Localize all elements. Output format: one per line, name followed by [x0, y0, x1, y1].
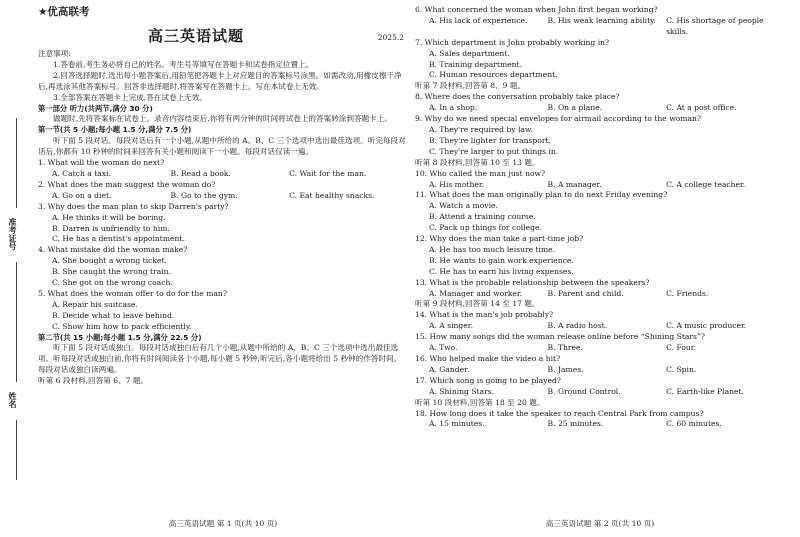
answer-option: B. James. [547, 364, 584, 374]
page-footer: 高三英语试题 第 1 页(共 10 页) [168, 519, 278, 529]
question-stem: 听第 8 段材料,回答第 10 至 13 题。 [415, 157, 540, 167]
answer-option: A. Sales department. [429, 48, 510, 58]
answer-options [38, 191, 408, 202]
answer-options [415, 180, 785, 191]
answer-option: B. Darren is unfriendly to him. [52, 223, 170, 233]
answer-option: C. Wait for the man. [289, 168, 367, 178]
answer-option: C. At a post office. [666, 103, 737, 113]
material-instruction: 听第 6 段材料,回答第 6、7 题。 [38, 376, 149, 386]
answer-option: C. A college teacher. [666, 179, 746, 189]
section1-intro: 听下面 5 段对话。每段对话后有一个小题,从题中所给的 A、B、C 三个选项中选出最佳选项。听完每段对话后,你都有 10 秒钟的时间来回答有关小题和阅读下一小题。每段对话仅读一遍。 [38, 136, 406, 157]
name-label: 姓名 [8, 392, 17, 408]
answer-option: A. Watch a movie. [429, 201, 498, 211]
fold-line-middle [16, 262, 17, 382]
page-2 [415, 5, 785, 530]
exam-date: 2025.2 [377, 33, 404, 42]
answer-option: C. They're larger to put things in. [429, 146, 559, 156]
answer-options [415, 103, 785, 114]
question-stem: 13. What is the probable relationship between the speakers? [415, 277, 650, 287]
page-1 [38, 5, 408, 530]
answer-option: A. She bought a wrong ticket. [52, 256, 167, 266]
question-stem: 11. What does the man originally plan to do next Friday evening? [415, 190, 668, 200]
answer-option: B. He wants to gain work experience. [429, 255, 574, 265]
answer-option: B. They're lighter for transport. [429, 135, 551, 145]
answer-option: A. He has too much leisure time. [429, 244, 556, 254]
answer-options [415, 321, 785, 332]
page-footer: 高三英语试题 第 2 页(共 10 页) [545, 519, 655, 529]
answer-option: C. Eat healthy snacks. [289, 190, 375, 200]
answer-option: A. 15 minutes. [429, 419, 485, 429]
answer-option: C. Human resources department. [429, 70, 558, 80]
answer-option: B. Three. [547, 343, 583, 353]
answer-options [415, 419, 785, 430]
question-stem: 7. Which department is John probably working in? [415, 37, 610, 47]
part1-intro: 做题时,先将答案标在试卷上。录音内容结束后,你将有两分钟的时间将试卷上的答案转涂到答题卡上。 [53, 114, 392, 124]
question-stem: 14. What is the man's job probably? [415, 310, 554, 320]
question-stem: 听第 9 段材料,回答第 14 至 17 题。 [415, 299, 540, 309]
answer-option: B. Decide what to leave behind. [52, 310, 175, 320]
answer-option: A. Manager and worker. [429, 288, 523, 298]
answer-option: C. She got on the wrong coach. [52, 278, 173, 288]
answer-option: C. Earth-like Planet. [666, 386, 744, 396]
answer-option: A. His mother. [429, 179, 485, 189]
answer-option: C. A music producer. [666, 321, 747, 331]
question-stem: 听第 7 段材料,回答第 8、9 题。 [415, 81, 526, 91]
exam-id-label: 准考证号 [8, 218, 17, 250]
answer-option: B. A manager. [547, 179, 602, 189]
exam-badge: ★优高联考 [38, 6, 90, 18]
answer-option: B. Parent and child. [547, 288, 624, 298]
section2-intro: 听下面 5 段对话或独白。每段对话或独白后有几个小题,从题中所给的 A、B、C 三个选项中选出最佳选项。听每段对话或独白前,你将有时间阅读各个小题,每小题 5 秒钟;听完后,各小题将给出 5 秒钟的作答时间。每段对话或独白读两遍。 [38, 343, 402, 375]
answer-option: A. He thinks it will be boring. [52, 212, 166, 222]
question-stem: 12. Why does the man take a part-time job? [415, 234, 584, 244]
answer-options [38, 169, 408, 180]
answer-option: B. Training department. [429, 59, 523, 69]
answer-option: A. Gander. [429, 364, 470, 374]
answer-option: A. His lack of experience. [429, 15, 528, 25]
answer-option: A. They're required by law. [429, 124, 533, 134]
answer-option: C. Friends. [666, 288, 709, 298]
section1-questions [38, 158, 408, 333]
answer-option: C. Pack up things for college. [429, 223, 542, 233]
answer-option: B. Go to the gym. [170, 190, 238, 200]
fold-line-top [16, 118, 17, 208]
note-item: 1.答卷前,考生务必将自己的姓名、考生号等填写在答题卡和试卷指定位置上。 [53, 59, 314, 69]
question-stem: 1. What will the woman do next? [38, 158, 165, 168]
answer-option: C. Show him how to pack efficiently. [52, 321, 192, 331]
question-stem: 3. Why does the man plan to skip Darren's party? [38, 201, 229, 211]
page-title: 高三英语试题 [148, 27, 245, 45]
question-stem: 10. Who called the man just now? [415, 168, 546, 178]
answer-option: B. 25 minutes. [547, 419, 604, 429]
answer-options [415, 16, 785, 38]
answer-option: C. Four. [666, 343, 696, 353]
answer-option: A. Go on a diet. [52, 190, 112, 200]
question-stem: 15. How many songs did the woman release online before “Shining Stars”? [415, 332, 705, 342]
question-stem: 4. What mistake did the woman make? [38, 245, 188, 255]
answer-option: B. Ground Control. [547, 386, 621, 396]
answer-option: A. Shining Stars. [429, 386, 495, 396]
question-stem: 18. How long does it take the speaker to reach Central Park from campus? [415, 408, 704, 418]
answer-options [415, 343, 785, 354]
answer-option: B. A radio host. [547, 321, 608, 331]
question-stem: 听第 10 段材料,回答第 18 至 20 题。 [415, 397, 545, 407]
answer-option: C. Spin. [666, 364, 697, 374]
answer-option: A. In a shop. [429, 103, 478, 113]
answer-option: C. He has to earn his living expenses. [429, 266, 574, 276]
question-stem: 9. Why do we need special envelopes for airmail according to the woman? [415, 114, 701, 124]
answer-option: C. He has a dentist's appointment. [52, 234, 185, 244]
answer-option: A. A singer. [429, 321, 473, 331]
note-item: 3.全部答案在答题卡上完成,答在试卷上无效。 [53, 92, 207, 102]
question-stem: 16. Who helped make the video a hit? [415, 354, 561, 363]
answer-option: B. Read a book. [170, 168, 231, 178]
answer-option: B. On a plane. [547, 103, 603, 113]
binding-margin [0, 0, 34, 537]
answer-option: C. 60 minutes. [666, 419, 722, 429]
question-stem: 6. What concerned the woman when John first began working? [415, 5, 658, 14]
question-stem: 17. Which song is going to be played? [415, 375, 561, 385]
answer-options [415, 387, 785, 398]
answer-option: B. She caught the wrong train. [52, 267, 171, 277]
note-item: 2.回答选择题时,选出每小题答案后,用铅笔把答题卡上对应题目的答案标号涂黑。如需改动,用橡皮擦干净后,再选涂其他答案标号。回答非选择题时,将答案写在答题卡上。写在本试卷上无效。 [38, 70, 402, 91]
question-stem: 2. What does the man suggest the woman do? [38, 179, 216, 189]
section2-heading: 第二节(共 15 小题;每小题 1.5 分,满分 22.5 分) [38, 332, 202, 342]
answer-options [415, 365, 785, 376]
fold-line-bottom [16, 420, 17, 480]
page2-questions [415, 5, 785, 430]
question-stem: 5. What does the woman offer to do for the man? [38, 288, 227, 298]
answer-option: B. His weak learning ability. [547, 15, 656, 25]
title-row [38, 19, 408, 49]
answer-option: A. Two. [429, 343, 458, 353]
answer-options [415, 289, 785, 300]
question-stem: 8. Where does the conversation probably take place? [415, 92, 620, 102]
answer-option: C. His shortage of people skills. [666, 15, 764, 36]
answer-option: A. Repair his suitcase. [52, 299, 138, 309]
part1-heading: 第一部分 听力(共两节,满分 30 分) [38, 103, 153, 113]
section1-heading: 第一节(共 5 小题;每小题 1.5 分,满分 7.5 分) [38, 125, 192, 135]
answer-option: B. Attend a training course. [429, 212, 536, 222]
notes-heading: 注意事项: [38, 49, 71, 58]
answer-option: A. Catch a taxi. [52, 168, 111, 178]
